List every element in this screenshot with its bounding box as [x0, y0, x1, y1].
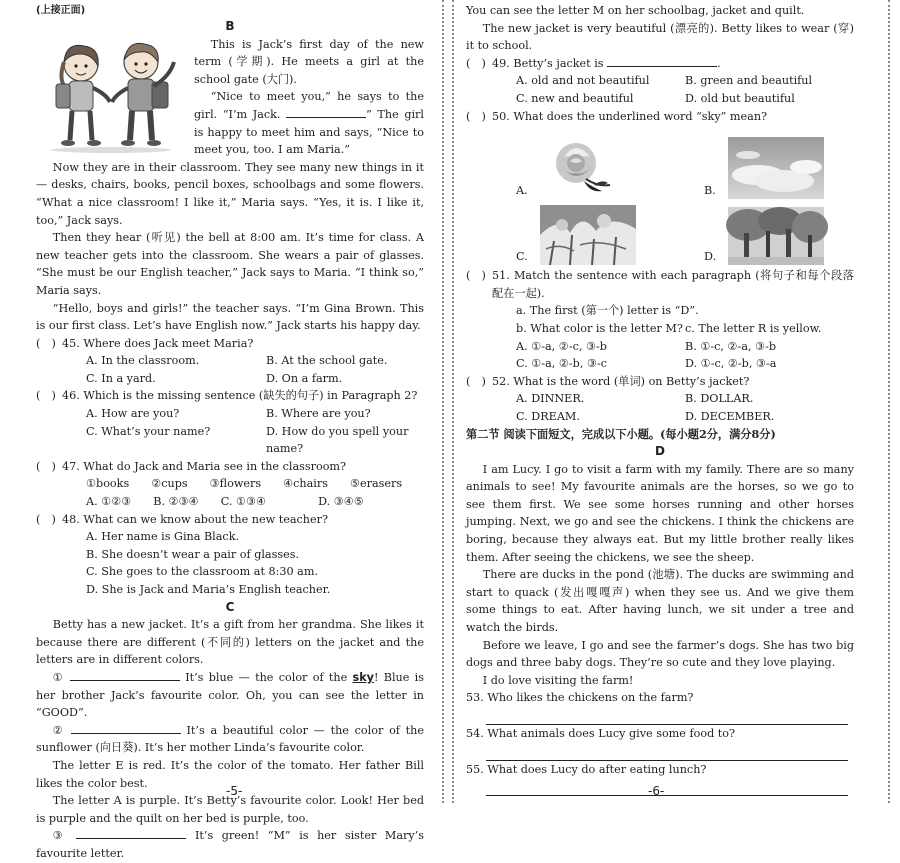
- option-c: C. ①-a, ②-b, ③-c: [516, 357, 608, 371]
- section-d-letter: D: [655, 444, 665, 459]
- option-a: A. ①-a, ②-c, ③-b: [516, 339, 607, 353]
- q49-options: [466, 72, 854, 107]
- q48-option-a: A. Her name is Gina Black.: [86, 530, 240, 544]
- option-b: B. ②③④: [153, 495, 199, 509]
- answer-bracket[interactable]: ( ): [466, 374, 486, 388]
- answer-bracket[interactable]: ( ): [36, 389, 56, 403]
- question-51: [466, 267, 854, 302]
- b-paragraph-3: Now they are in their classroom. They see many new things in it — desks, chairs, books, pencil boxes, schoolbags and some flowers. “What a nice classroom! I like it,” Maria says. “Yes, it is. I like it, too,” Jack says.: [36, 160, 424, 227]
- option-b[interactable]: [660, 137, 854, 199]
- item-4: ④chairs: [283, 477, 328, 491]
- question-stem: 52. What is the word (单词) on Betty’s jacket?: [492, 374, 750, 388]
- option-d: D. DECEMBER.: [685, 409, 775, 423]
- page-number-right: -6-: [648, 784, 665, 798]
- c-paragraph-6: [36, 827, 424, 862]
- question-stem: 48. What can we know about the new teacher?: [62, 512, 328, 526]
- d-paragraph-3: Before we leave, I go and see the farmer’s dogs. She has two big dogs and three baby dogs. They’re so cute and they love playing.: [466, 638, 854, 670]
- section-b-letter: B: [225, 19, 235, 33]
- c-paragraph-5: The letter A is purple. It’s Betty’s favourite color. Look! Her bed is purple and the quilt on her bed is purple, too.: [36, 794, 424, 825]
- q45-options: [36, 352, 424, 387]
- option-label: B.: [704, 183, 716, 197]
- c-p3-text: It’s a beautiful color — the color of the sunflower (向日葵). It’s her mother Linda’s favourite color.: [36, 723, 425, 755]
- item-3: ③flowers: [209, 477, 262, 491]
- blank-2[interactable]: [71, 722, 181, 734]
- continued-note: (上接正面): [36, 5, 86, 16]
- option-d: D. ①-c, ②-b, ③-a: [685, 357, 777, 371]
- section-2-title: 第二节 阅读下面短文，完成以下小题。(每小题2分，满分8分): [466, 426, 776, 441]
- c-p2-post: ! Blue is her brother Jack’s favourite color. Oh, you can see the letter in “GOOD”.: [36, 670, 424, 720]
- blank-number: ②: [52, 723, 66, 737]
- option-b: B. At the school gate.: [266, 354, 388, 368]
- c-paragraph-3: [36, 722, 424, 757]
- d-paragraph-4: I do love visiting the farm!: [482, 673, 634, 687]
- right-page: [466, 2, 854, 796]
- option-c: C. What’s your name?: [86, 424, 211, 438]
- c-p6-text: It’s green! “M” is her sister Mary’s favourite letter.: [36, 829, 425, 860]
- q48-option-c: C. She goes to the classroom at 8:30 am.: [86, 565, 319, 579]
- option-c: C. new and beautiful: [516, 91, 634, 105]
- page-divider-2: [452, 0, 454, 803]
- page-number-left: -5-: [226, 784, 243, 798]
- option-c[interactable]: [466, 205, 660, 265]
- option-b: B. green and beautiful: [685, 74, 813, 88]
- q53-answer-line[interactable]: [486, 707, 848, 725]
- item-5: ⑤erasers: [349, 477, 403, 491]
- q50-pictures-row-2: [466, 199, 854, 265]
- page-divider: [442, 0, 444, 803]
- question-47: [36, 458, 424, 476]
- option-a: A. How are you?: [86, 407, 180, 421]
- q55-answer-line[interactable]: [486, 778, 848, 796]
- q48-option-b: B. She doesn’t wear a pair of glasses.: [86, 547, 300, 561]
- answer-bracket[interactable]: ( ): [36, 459, 56, 473]
- option-c: C. DREAM.: [516, 409, 580, 423]
- answer-bracket[interactable]: ( ): [466, 56, 486, 70]
- question-50: [466, 108, 854, 126]
- b-paragraph-4: Then they hear (听见) the bell at 8:00 am. It’s time for class. A new teacher gets into the classroom. She wears a pair of glasses. “She must be our English teacher,” Jack says to Maria. “I think so,” Maria says.: [36, 231, 424, 297]
- q54-answer-line[interactable]: [486, 743, 848, 761]
- option-a: A. DINNER.: [516, 392, 585, 406]
- option-label: D.: [704, 249, 717, 263]
- c-paragraph-2: [36, 669, 424, 722]
- q52-options: [466, 390, 854, 425]
- answer-bracket[interactable]: ( ): [466, 109, 486, 123]
- option-b: B. ①-c, ②-a, ③-b: [685, 339, 777, 353]
- option-d: D. On a farm.: [266, 371, 343, 385]
- c-paragraph-4: The letter E is red. It’s the color of the tomato. Her father Bill likes the color best.: [36, 758, 424, 790]
- option-a[interactable]: [466, 135, 660, 199]
- blank-3[interactable]: [76, 827, 186, 839]
- question-55: 55. What does Lucy do after eating lunch?: [466, 762, 707, 776]
- option-d: D. How do you spell your name?: [266, 424, 409, 456]
- q49-blank[interactable]: [607, 55, 717, 67]
- sentence-b: b. What color is the letter M?: [516, 321, 683, 335]
- b-p2-part1: “Nice to meet you,” he says to the girl. “I’m Jack.: [194, 90, 424, 121]
- question-52: [466, 373, 854, 391]
- b-paragraph-5: “Hello, boys and girls!” the teacher says. “I’m Gina Brown. This is our first class. Let’s have English now.” Jack starts his happy day.: [36, 301, 424, 333]
- question-stem: 49. Betty’s jacket is: [492, 56, 604, 70]
- question-stem: 47. What do Jack and Maria see in the classroom?: [62, 459, 347, 473]
- c-paragraph-1: Betty has a new jacket. It’s a gift from her grandma. She likes it because there are different (不同的) letters on the jacket and the letters are in different colors.: [36, 618, 424, 667]
- question-53: 53. Who likes the chickens on the farm?: [466, 691, 694, 705]
- option-a: A. In the classroom.: [86, 354, 200, 368]
- option-b: B. DOLLAR.: [685, 392, 754, 406]
- question-stem: 46. Which is the missing sentence (缺失的句子) in Paragraph 2?: [62, 389, 418, 403]
- underlined-sky-word: sky: [352, 670, 374, 684]
- option-a: A. old and not beautiful: [516, 74, 650, 88]
- option-label: A.: [516, 183, 528, 197]
- q47-items: [36, 475, 424, 493]
- two-kids-illustration: [36, 36, 186, 154]
- question-stem: 51. Match the sentence with each paragraph (将句子和每个段落配在一起).: [492, 269, 854, 300]
- question-46: [36, 387, 424, 405]
- q50-pictures-row-1: [466, 127, 854, 199]
- item-2: ②cups: [151, 477, 188, 491]
- answer-bracket[interactable]: ( ): [36, 512, 56, 526]
- blank-1[interactable]: [70, 669, 180, 681]
- sentence-c: c. The letter R is yellow.: [685, 321, 822, 335]
- question-49: ( ) 49. Betty’s jacket is .: [466, 55, 854, 73]
- b-paragraph-1: This is Jack’s first day of the new term (学期). He meets a girl at the school gate (大门).: [194, 37, 424, 86]
- section-c-letter: C: [225, 599, 235, 614]
- d-paragraph-2: There are ducks in the pond (池塘). The ducks are swimming and start to quack (发出嘎嘎声) when they see us. And we give them some things to eat. After having lunch, we sit under a tree and watch the birds.: [466, 568, 854, 635]
- blank-number: ③: [52, 829, 68, 843]
- q47-options: [36, 493, 424, 511]
- rose-picture: [540, 135, 614, 199]
- c-continued-2: The new jacket is very beautiful (漂亮的). Betty likes to wear (穿) it to school.: [466, 21, 854, 53]
- q51-options: [466, 338, 854, 373]
- b-p2-part2: ” The girl is happy to meet him and says, “Nice to meet you, too. I am Maria.”: [194, 107, 424, 157]
- c-p2-pre: It’s blue — the color of the: [179, 670, 353, 684]
- option-c: C. In a yard.: [86, 371, 156, 385]
- option-d: D. ③④⑤: [318, 495, 364, 509]
- answer-bracket[interactable]: ( ): [36, 336, 56, 350]
- option-d[interactable]: [660, 207, 854, 265]
- option-d: D. old but beautiful: [685, 91, 795, 105]
- option-label: C.: [516, 249, 528, 263]
- q48-option-d: D. She is Jack and Maria’s English teacher.: [86, 583, 331, 596]
- option-b: B. Where are you?: [266, 407, 371, 421]
- forest-picture: [728, 207, 824, 265]
- cloudy-sky-picture: [728, 137, 824, 199]
- c-continued-1: You can see the letter M on her schoolbag, jacket and quilt.: [466, 4, 805, 17]
- frozen-trees-picture: [540, 205, 636, 265]
- answer-bracket[interactable]: ( ): [466, 269, 486, 283]
- d-paragraph-1: I am Lucy. I go to visit a farm with my family. There are so many animals to see! My favourite animals are the horses, so we go to see them first. We see some horses running and other horses jumping. Next, we go and see the chickens. I think the chickens are boring, because they always eat. But my little brother really likes them. After seeing the chickens, we see the sheep.: [466, 462, 854, 564]
- left-page: [36, 18, 424, 863]
- item-1: ①books: [86, 477, 130, 491]
- q51-sentences-bc: [466, 320, 854, 338]
- question-48: [36, 511, 424, 529]
- q51-sentence-a: a. The first (第一个) letter is “D”.: [516, 304, 699, 318]
- question-45: [36, 335, 424, 353]
- option-c: C. ①③④: [220, 495, 267, 509]
- blank-number: ①: [52, 670, 65, 684]
- question-stem: 50. What does the underlined word “sky” mean?: [492, 109, 768, 123]
- q46-options: [36, 405, 424, 458]
- question-54: 54. What animals does Lucy give some food to?: [466, 727, 736, 740]
- b-p2-blank[interactable]: [286, 106, 366, 118]
- option-a: A. ①②③: [86, 495, 132, 509]
- right-edge-divider: [888, 0, 890, 803]
- question-stem: 45. Where does Jack meet Maria?: [62, 336, 254, 350]
